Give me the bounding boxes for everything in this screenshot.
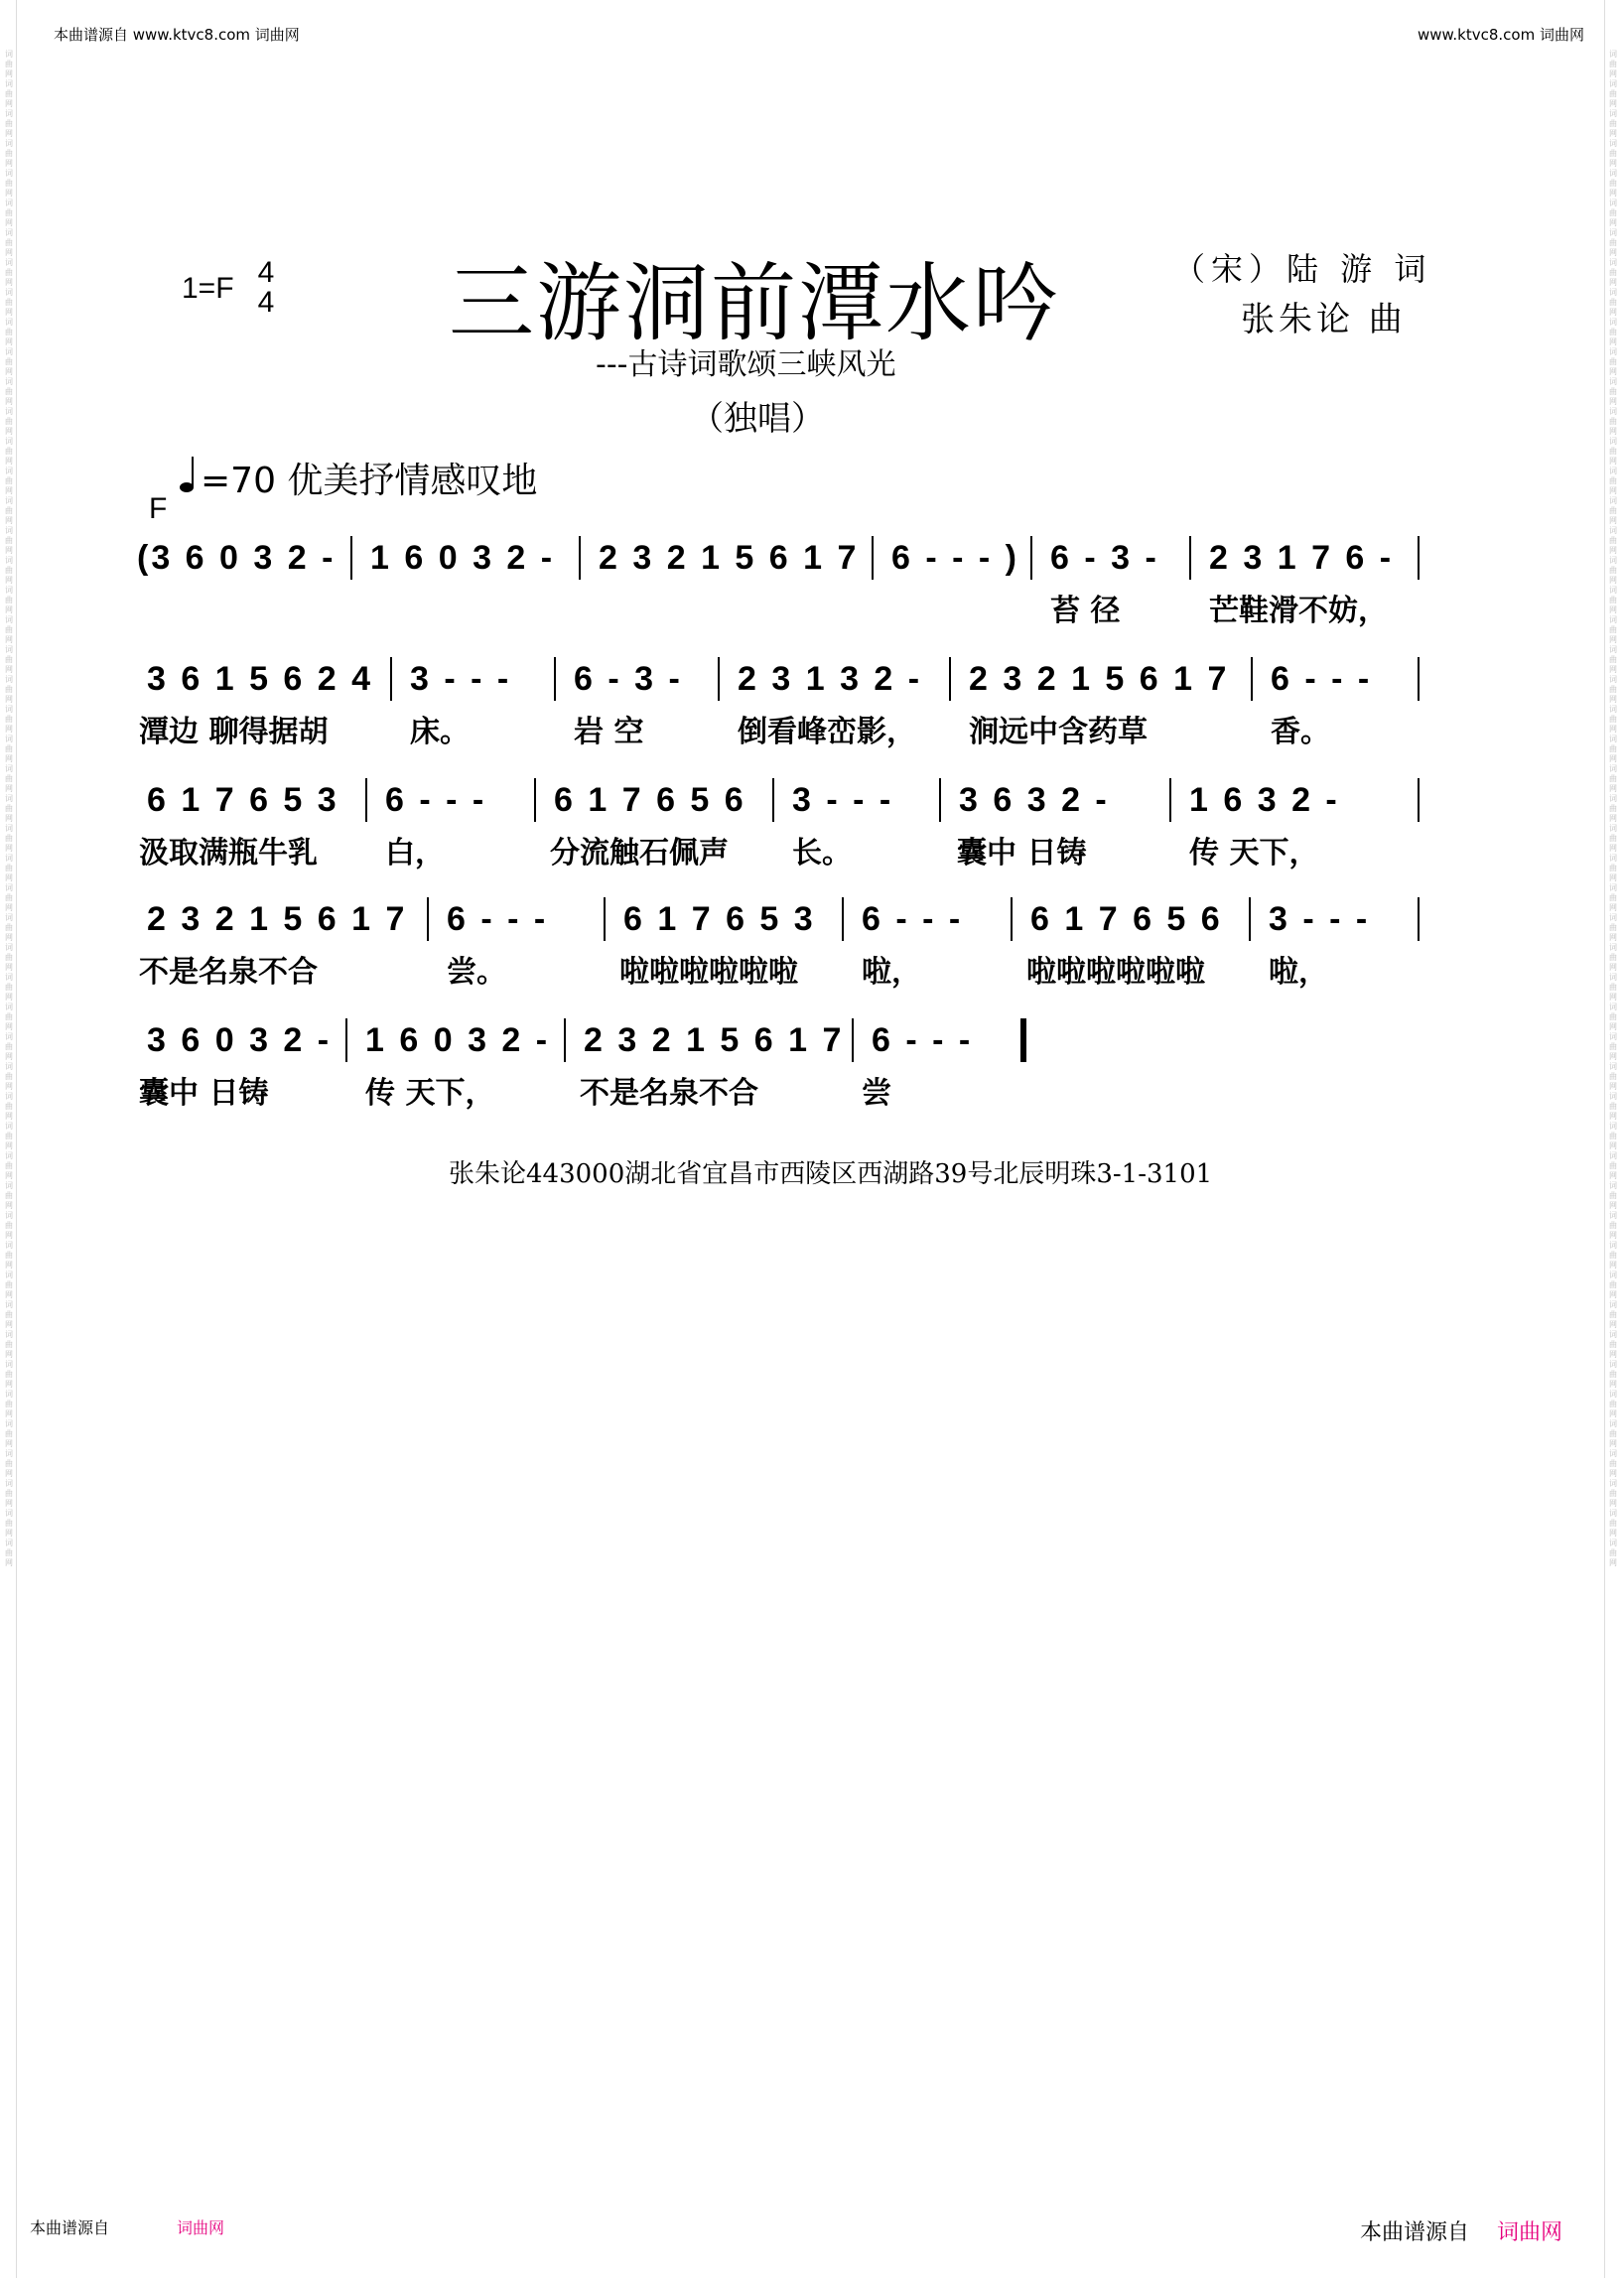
barline (345, 1018, 347, 1062)
performance-form: （独唱） (690, 399, 825, 439)
barline (365, 778, 367, 822)
quarter-note-icon (179, 455, 199, 494)
measure: 6 1 7 6 5 6 (1030, 900, 1223, 938)
measure: 3 6 0 3 2 - (147, 1021, 333, 1059)
lyric-line: 啦， (862, 955, 921, 990)
score-system-4 (137, 893, 1427, 991)
time-signature-bottom: 4 (257, 286, 275, 319)
song-title: 三游洞前潭水吟 (449, 254, 1060, 353)
barline (427, 897, 429, 941)
measure: 3 - - - (792, 781, 894, 819)
footer-site-right-link[interactable]: 词曲网 (1497, 2220, 1563, 2245)
barline (1249, 897, 1251, 941)
measure: 6 - - - (447, 900, 549, 938)
final-barline (1020, 1018, 1026, 1062)
song-subtitle: ---古诗词歌颂三峡风光 (596, 347, 896, 382)
barline (1251, 657, 1253, 701)
measure: 6 - - - (872, 1021, 974, 1059)
lyric-line: 长。 (792, 836, 852, 871)
lyric-line: 囊中 日铸 (139, 1076, 269, 1111)
footer-site-left-link[interactable]: 词曲网 (177, 2218, 225, 2237)
measure: 6 1 7 6 5 6 (554, 781, 746, 819)
measure: 3 - - - (410, 660, 512, 698)
lyricist-credit: （宋）陆 游 词 (1173, 250, 1432, 288)
barline (554, 657, 556, 701)
lyric-line: 分流触石佩声 (550, 836, 729, 871)
lyric-line: 不是名泉不合 (580, 1076, 758, 1111)
measure: 6 1 7 6 5 3 (623, 900, 816, 938)
measure: 1 6 3 2 - (1189, 781, 1340, 819)
measure: 3 - - - (1269, 900, 1371, 938)
barline (579, 536, 581, 580)
lyric-line: 啦啦啦啦啦啦 (1026, 955, 1205, 990)
chord-symbol: F (149, 492, 168, 525)
lyric-line: 床。 (410, 715, 470, 749)
measure: 6 - - - (385, 781, 487, 819)
measure: 6 1 7 6 5 3 (147, 781, 339, 819)
score-system-5 (137, 1014, 1427, 1112)
watermark-right: 词曲网词曲网词曲网词曲网词曲网词曲网词曲网词曲网词曲网词曲网词曲网词曲网词曲网词曲网词曲网词曲网词曲网词曲网词曲网词曲网词曲网词曲网词曲网词曲网词曲网词曲网词曲网词曲网词曲网词曲网词曲网词曲网词曲网词曲网词曲网词曲网词曲网词曲网词曲网词曲网词曲网词曲网词曲网词曲网词曲网词曲网词曲网词曲网词曲网词曲网词曲网 (1609, 50, 1617, 1567)
footer-source-right: 本曲谱源自 (1360, 2220, 1470, 2245)
score-system-3 (137, 774, 1427, 871)
barline (1030, 536, 1032, 580)
lyric-line: 传 天下， (365, 1076, 495, 1111)
lyric-line: 白， (385, 836, 445, 871)
watermark-left: 词曲网词曲网词曲网词曲网词曲网词曲网词曲网词曲网词曲网词曲网词曲网词曲网词曲网词曲网词曲网词曲网词曲网词曲网词曲网词曲网词曲网词曲网词曲网词曲网词曲网词曲网词曲网词曲网词曲网词曲网词曲网词曲网词曲网词曲网词曲网词曲网词曲网词曲网词曲网词曲网词曲网词曲网词曲网词曲网词曲网词曲网词曲网词曲网词曲网词曲网词曲网 (5, 50, 13, 1567)
composer-address: 张朱论443000湖北省宜昌市西陵区西湖路39号北辰明珠3-1-3101 (449, 1159, 1213, 1189)
measure: 2 3 1 3 2 - (738, 660, 923, 698)
lyric-line: 汲取满瓶牛乳 (139, 836, 318, 871)
measure: (3 6 0 3 2 - (137, 539, 337, 577)
tempo-text: =70 优美抒情感叹地 (201, 461, 538, 501)
lyric-line: 啦， (1269, 955, 1328, 990)
measure: 6 - - - ) (891, 539, 1019, 577)
lyric-line: 岩 空 (574, 715, 644, 749)
measure: 6 - 3 - (574, 660, 683, 698)
barline (534, 778, 536, 822)
measure: 6 - - - (1271, 660, 1373, 698)
barline (1418, 778, 1420, 822)
key-signature: 1=F (182, 272, 234, 305)
header-source-left: 本曲谱源自 www.ktvc8.com 词曲网 (54, 26, 300, 44)
lyric-line: 不是名泉不合 (139, 955, 318, 990)
measure: 3 6 3 2 - (959, 781, 1110, 819)
barline (842, 897, 844, 941)
lyric-line: 苔 径 (1050, 594, 1121, 628)
barline (350, 536, 352, 580)
barline (872, 536, 874, 580)
time-signature-top: 4 (257, 256, 275, 289)
barline (604, 897, 606, 941)
measure: 6 - 3 - (1050, 539, 1159, 577)
lyric-line: 芒鞋滑不妨， (1209, 594, 1388, 628)
score-system-2 (137, 653, 1427, 750)
footer-source-left: 本曲谱源自 (30, 2218, 110, 2237)
measure: 2 3 2 1 5 6 1 7 (147, 900, 408, 938)
barline (1011, 897, 1013, 941)
lyric-line: 尝 (862, 1076, 891, 1111)
lyric-line: 尝。 (447, 955, 506, 990)
barline (949, 657, 951, 701)
barline (1189, 536, 1191, 580)
measure: 2 3 2 1 5 6 1 7 (599, 539, 860, 577)
barline (564, 1018, 566, 1062)
lyric-line: 倒看峰峦影， (738, 715, 916, 749)
barline (939, 778, 941, 822)
lyric-line: 涧远中含药草 (969, 715, 1148, 749)
barline (1418, 657, 1420, 701)
barline (390, 657, 392, 701)
lyric-line: 囊中 日铸 (957, 836, 1087, 871)
lyric-line: 传 天下， (1189, 836, 1319, 871)
measure: 3 6 1 5 6 2 4 (147, 660, 374, 698)
lyric-line: 香。 (1271, 715, 1330, 749)
barline (718, 657, 720, 701)
lyric-line: 啦啦啦啦啦啦 (619, 955, 798, 990)
measure: 1 6 0 3 2 - (370, 539, 556, 577)
barline (1418, 536, 1420, 580)
time-signature (254, 258, 278, 318)
header-source-right: www.ktvc8.com 词曲网 (1417, 26, 1584, 44)
barline (1169, 778, 1171, 822)
measure: 2 3 2 1 5 6 1 7 (584, 1021, 845, 1059)
composer-credit: 张朱论 曲 (1241, 300, 1407, 339)
measure: 1 6 0 3 2 - (365, 1021, 551, 1059)
measure: 2 3 1 7 6 - (1209, 539, 1395, 577)
measure: 2 3 2 1 5 6 1 7 (969, 660, 1230, 698)
measure: 6 - - - (862, 900, 964, 938)
lyric-line: 潭边 聊得据胡 (139, 715, 329, 749)
barline (852, 1018, 854, 1062)
barline (1418, 897, 1420, 941)
score-system-1 (137, 532, 1427, 629)
barline (772, 778, 774, 822)
tempo-marking (179, 453, 537, 503)
